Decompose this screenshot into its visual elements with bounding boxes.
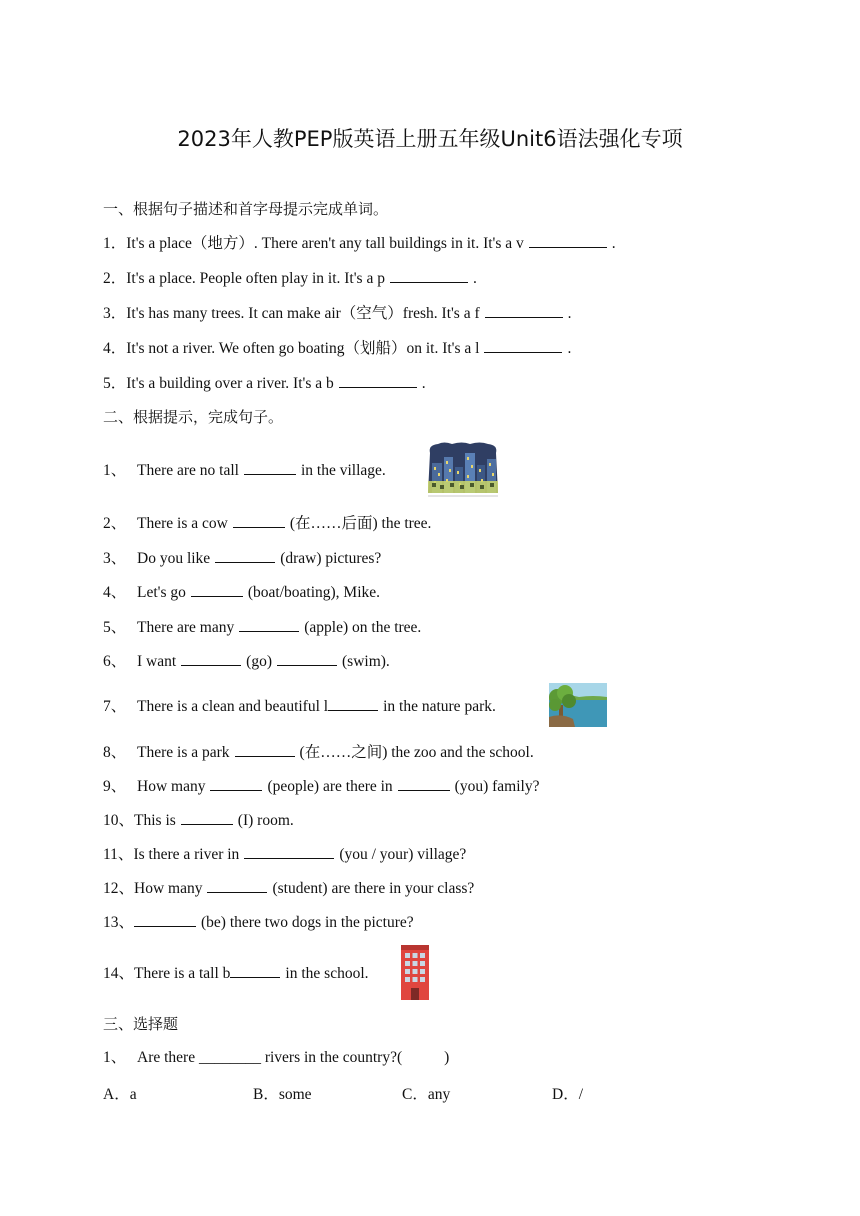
answer-blank[interactable]	[235, 742, 295, 757]
option-b[interactable]: B．some	[253, 1086, 312, 1103]
answer-blank[interactable]	[398, 776, 450, 791]
option-c[interactable]: C．any	[402, 1086, 451, 1103]
s2-item-12: 12、How many (student) are there in your class?	[103, 880, 475, 897]
s1-item-5: 5．It's a building over a river. It's a b .	[103, 375, 426, 392]
s2-item-13: 13、 (be) there two dogs in the picture?	[103, 914, 414, 931]
section3-heading: 三、选择题	[103, 1015, 179, 1033]
s2-item-9: 9、 How many (people) are there in (you) family?	[103, 778, 540, 795]
s2-item-2: 2、 There is a cow (在……后面) the tree.	[103, 515, 432, 532]
option-d[interactable]: D．/	[552, 1086, 584, 1103]
answer-blank[interactable]	[210, 776, 262, 791]
answer-blank[interactable]	[277, 651, 337, 666]
answer-blank[interactable]	[233, 513, 285, 528]
s2-item-6: 6、 I want (go) (swim).	[103, 653, 390, 670]
answer-blank[interactable]	[244, 460, 296, 475]
s2-item-4: 4、 Let's go (boat/boating), Mike.	[103, 584, 381, 601]
s1-item-2: 2．It's a place. People often play in it. It's a p .	[103, 270, 477, 287]
answer-blank[interactable]	[485, 303, 563, 318]
answer-blank[interactable]	[207, 878, 267, 893]
answer-blank[interactable]	[191, 582, 243, 597]
lake-tree-icon	[549, 683, 607, 727]
s2-item-8: 8、 There is a park (在……之间) the zoo and the school.	[103, 744, 534, 761]
s2-item-3: 3、 Do you like (draw) pictures?	[103, 550, 382, 567]
s2-item-10: 10、This is (I) room.	[103, 812, 294, 829]
answer-blank[interactable]	[134, 912, 196, 927]
s2-item-14: 14、There is a tall b in the school.	[103, 965, 369, 982]
s1-item-1: 1．It's a place（地方）. There aren't any tall buildings in it. It's a v .	[103, 235, 616, 252]
s1-item-3: 3．It's has many trees. It can make air（空气）fresh. It's a f .	[103, 305, 572, 322]
s2-item-7: 7、 There is a clean and beautiful l in the nature park.	[103, 698, 496, 715]
s2-item-5: 5、 There are many (apple) on the tree.	[103, 619, 422, 636]
option-a[interactable]: A．a	[103, 1086, 137, 1103]
city-buildings-icon	[424, 441, 502, 499]
s2-item-11: 11、Is there a river in (you / your) village?	[103, 846, 467, 863]
section2-heading: 二、根据提示，完成句子。	[103, 408, 284, 426]
tall-building-icon	[397, 942, 433, 1000]
answer-blank[interactable]	[328, 696, 378, 711]
s3-question-1: 1、 Are there ________ rivers in the country?( )	[103, 1049, 450, 1066]
page-title: 2023年人教PEP版英语上册五年级Unit6语法强化专项	[177, 127, 683, 151]
answer-blank[interactable]	[339, 373, 417, 388]
answer-blank[interactable]	[244, 844, 334, 859]
answer-blank[interactable]	[484, 338, 562, 353]
answer-blank[interactable]	[529, 233, 607, 248]
s1-item-4: 4．It's not a river. We often go boating（划船）on it. It's a l .	[103, 340, 572, 357]
s2-item-1: 1、 There are no tall in the village.	[103, 462, 386, 479]
answer-blank[interactable]	[181, 651, 241, 666]
answer-blank[interactable]	[215, 548, 275, 563]
section1-heading: 一、根据句子描述和首字母提示完成单词。	[103, 200, 389, 218]
answer-blank[interactable]	[181, 810, 233, 825]
answer-blank[interactable]	[390, 268, 468, 283]
answer-blank[interactable]	[239, 617, 299, 632]
answer-blank[interactable]	[230, 963, 280, 978]
